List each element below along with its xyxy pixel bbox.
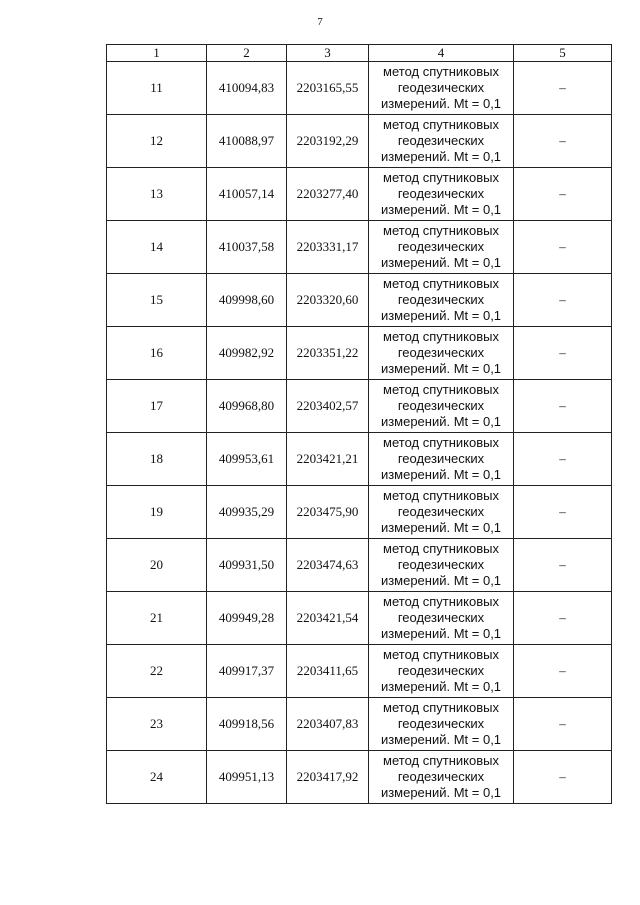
method-line: измерений. Mt = 0,1 [380, 573, 502, 588]
method-line: метод спутниковых [383, 647, 499, 662]
point-number-cell: 16 [107, 327, 207, 380]
method-line: метод спутниковых [383, 276, 499, 291]
header-col-3: 3 [287, 45, 369, 62]
y-coordinate-cell: 2203277,40 [287, 168, 369, 221]
x-coordinate-cell: 409951,13 [207, 751, 287, 804]
method-line: измерений. Mt = 0,1 [380, 361, 502, 376]
x-coordinate-cell: 409953,61 [207, 433, 287, 486]
method-line: геодезических [397, 186, 485, 201]
method-line: геодезических [397, 451, 485, 466]
x-coordinate-cell: 409935,29 [207, 486, 287, 539]
note-cell: – [514, 62, 612, 115]
header-col-2: 2 [207, 45, 287, 62]
x-coordinate-cell: 409918,56 [207, 698, 287, 751]
note-cell: – [514, 486, 612, 539]
method-line: измерений. Mt = 0,1 [380, 785, 502, 800]
table-row [107, 698, 612, 751]
method-cell [369, 168, 514, 221]
note-cell: – [514, 433, 612, 486]
method-cell [369, 592, 514, 645]
x-coordinate-cell: 409917,37 [207, 645, 287, 698]
point-number-cell: 20 [107, 539, 207, 592]
table-row [107, 486, 612, 539]
method-line: измерений. Mt = 0,1 [380, 467, 502, 482]
note-cell: – [514, 539, 612, 592]
header-col-5: 5 [514, 45, 612, 62]
table-row [107, 221, 612, 274]
method-line: геодезических [397, 557, 485, 572]
y-coordinate-cell: 2203192,29 [287, 115, 369, 168]
note-cell: – [514, 645, 612, 698]
page-number: 7 [317, 16, 323, 28]
note-cell: – [514, 592, 612, 645]
method-line: геодезических [397, 80, 485, 95]
header-col-4: 4 [369, 45, 514, 62]
y-coordinate-cell: 2203475,90 [287, 486, 369, 539]
x-coordinate-cell: 409968,80 [207, 380, 287, 433]
method-line: метод спутниковых [383, 329, 499, 344]
method-cell [369, 115, 514, 168]
method-line: геодезических [397, 610, 485, 625]
point-number-cell: 17 [107, 380, 207, 433]
method-line: измерений. Mt = 0,1 [380, 308, 502, 323]
y-coordinate-cell: 2203402,57 [287, 380, 369, 433]
table-row [107, 327, 612, 380]
method-line: метод спутниковых [383, 700, 499, 715]
method-line: метод спутниковых [383, 488, 499, 503]
method-line: метод спутниковых [383, 223, 499, 238]
method-line: геодезических [397, 663, 485, 678]
point-number-cell: 13 [107, 168, 207, 221]
method-line: геодезических [397, 345, 485, 360]
method-cell [369, 274, 514, 327]
point-number-cell: 24 [107, 751, 207, 804]
x-coordinate-cell: 410037,58 [207, 221, 287, 274]
table-body [107, 62, 612, 804]
table-row [107, 168, 612, 221]
note-cell: – [514, 380, 612, 433]
note-cell: – [514, 221, 612, 274]
note-cell: – [514, 327, 612, 380]
method-line: метод спутниковых [383, 594, 499, 609]
method-line: метод спутниковых [383, 541, 499, 556]
point-number-cell: 21 [107, 592, 207, 645]
point-number-cell: 23 [107, 698, 207, 751]
method-cell [369, 645, 514, 698]
coordinates-table [106, 44, 612, 804]
header-row [107, 45, 612, 62]
method-line: измерений. Mt = 0,1 [380, 255, 502, 270]
note-cell: – [514, 274, 612, 327]
method-line: геодезических [397, 504, 485, 519]
method-cell [369, 380, 514, 433]
y-coordinate-cell: 2203331,17 [287, 221, 369, 274]
y-coordinate-cell: 2203421,21 [287, 433, 369, 486]
method-line: измерений. Mt = 0,1 [380, 414, 502, 429]
method-cell [369, 62, 514, 115]
point-number-cell: 12 [107, 115, 207, 168]
note-cell: – [514, 698, 612, 751]
point-number-cell: 18 [107, 433, 207, 486]
note-cell: – [514, 751, 612, 804]
table-row [107, 592, 612, 645]
method-line: метод спутниковых [383, 117, 499, 132]
method-line: геодезических [397, 398, 485, 413]
table-row [107, 645, 612, 698]
x-coordinate-cell: 410094,83 [207, 62, 287, 115]
method-line: геодезических [397, 769, 485, 784]
y-coordinate-cell: 2203407,83 [287, 698, 369, 751]
table-row [107, 539, 612, 592]
point-number-cell: 22 [107, 645, 207, 698]
method-line: метод спутниковых [383, 170, 499, 185]
method-cell [369, 486, 514, 539]
x-coordinate-cell: 410057,14 [207, 168, 287, 221]
point-number-cell: 19 [107, 486, 207, 539]
x-coordinate-cell: 410088,97 [207, 115, 287, 168]
x-coordinate-cell: 409998,60 [207, 274, 287, 327]
method-line: измерений. Mt = 0,1 [380, 202, 502, 217]
header-col-1: 1 [107, 45, 207, 62]
y-coordinate-cell: 2203411,65 [287, 645, 369, 698]
method-line: метод спутниковых [383, 382, 499, 397]
table-row [107, 274, 612, 327]
table-row [107, 380, 612, 433]
x-coordinate-cell: 409949,28 [207, 592, 287, 645]
method-line: геодезических [397, 292, 485, 307]
table-row [107, 62, 612, 115]
method-line: метод спутниковых [383, 64, 499, 79]
point-number-cell: 14 [107, 221, 207, 274]
x-coordinate-cell: 409931,50 [207, 539, 287, 592]
method-cell [369, 698, 514, 751]
method-line: измерений. Mt = 0,1 [380, 149, 502, 164]
y-coordinate-cell: 2203421,54 [287, 592, 369, 645]
method-line: геодезических [397, 239, 485, 254]
method-cell [369, 433, 514, 486]
y-coordinate-cell: 2203165,55 [287, 62, 369, 115]
method-line: измерений. Mt = 0,1 [380, 626, 502, 641]
point-number-cell: 15 [107, 274, 207, 327]
method-cell [369, 327, 514, 380]
method-line: измерений. Mt = 0,1 [380, 520, 502, 535]
note-cell: – [514, 115, 612, 168]
method-line: метод спутниковых [383, 753, 499, 768]
method-line: метод спутниковых [383, 435, 499, 450]
method-line: геодезических [397, 133, 485, 148]
method-cell [369, 539, 514, 592]
point-number-cell: 11 [107, 62, 207, 115]
table-row [107, 115, 612, 168]
method-line: геодезических [397, 716, 485, 731]
y-coordinate-cell: 2203417,92 [287, 751, 369, 804]
method-line: измерений. Mt = 0,1 [380, 96, 502, 111]
note-cell: – [514, 168, 612, 221]
y-coordinate-cell: 2203320,60 [287, 274, 369, 327]
method-line: измерений. Mt = 0,1 [380, 679, 502, 694]
x-coordinate-cell: 409982,92 [207, 327, 287, 380]
table-row [107, 433, 612, 486]
y-coordinate-cell: 2203474,63 [287, 539, 369, 592]
method-cell [369, 221, 514, 274]
y-coordinate-cell: 2203351,22 [287, 327, 369, 380]
method-cell [369, 751, 514, 804]
table-row [107, 751, 612, 804]
method-line: измерений. Mt = 0,1 [380, 732, 502, 747]
